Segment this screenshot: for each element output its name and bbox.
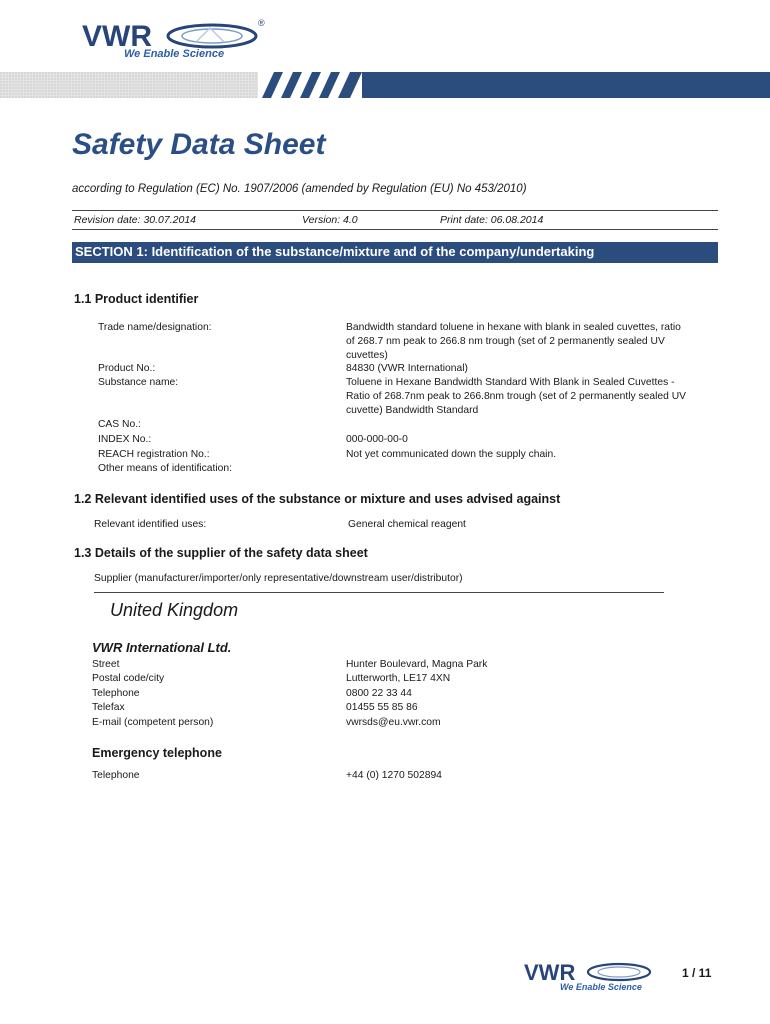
logo-registered-mark: ® [258,18,265,28]
page-number: 1 / 11 [682,966,712,980]
telefax-label: Telefax [92,702,125,713]
heading-1-3: 1.3 Details of the supplier of the safety data sheet [74,546,368,560]
header-stripe-graphic [0,72,770,98]
footer-logo-tagline: We Enable Science [560,982,642,992]
footer-logo-swoosh-icon [586,962,652,982]
section-1-title: SECTION 1: Identification of the substance/mixture and of the company/undertaking [75,244,595,259]
postal-value: Lutterworth, LE17 4XN [346,673,451,684]
product-no-label: Product No.: [98,363,156,374]
country: United Kingdom [110,600,239,620]
street-label: Street [92,659,120,670]
street-value: Hunter Boulevard, Magna Park [346,659,488,670]
substance-name-value [346,376,716,418]
index-no-value: 000-000-00-0 [346,434,408,445]
footer-logo-wordmark: VWR [524,960,576,985]
footer-logo [524,958,674,998]
page-title: Safety Data Sheet [72,128,326,161]
logo-swoosh-icon [166,22,258,50]
vwr-logo [82,18,282,62]
supplier-line: Supplier (manufacturer/importer/only representative/downstream user/distributor) [94,573,463,584]
trade-name-line: of 268.7 nm peak to 266.8 nm trough (set of 2 permanently sealed UV [346,336,665,347]
trade-name-label: Trade name/designation: [98,322,212,333]
email-value: vwrsds@eu.vwr.com [346,717,441,728]
emergency-heading: Emergency telephone [92,746,222,760]
uses-value: General chemical reagent [348,519,466,530]
revision-date: Revision date: 30.07.2014 [74,214,197,226]
regulation-line: according to Regulation (EC) No. 1907/2006 (amended by Regulation (EU) No 453/2010) [72,183,527,195]
emergency-telephone-value: +44 (0) 1270 502894 [346,770,442,781]
company-name: VWR International Ltd. [92,640,232,655]
postal-label: Postal code/city [92,673,165,684]
substance-name-line: Ratio of 268.7nm peak to 266.8nm trough (set of 2 permanently sealed UV [346,391,686,402]
other-means-label: Other means of identification: [98,463,232,474]
revision-top-rule [72,210,718,211]
telephone-value: 0800 22 33 44 [346,688,412,699]
section-1-banner [72,242,718,263]
trade-name-value [346,321,716,363]
uses-label: Relevant identified uses: [94,519,207,530]
cas-no-label: CAS No.: [98,419,141,430]
heading-1-2: 1.2 Relevant identified uses of the substance or mixture and uses advised against [74,492,561,506]
emergency-telephone-label: Telephone [92,770,140,781]
trade-name-line: cuvettes) [346,350,388,361]
substance-name-line: Toluene in Hexane Bandwidth Standard With Blank in Sealed Cuvettes - [346,377,675,388]
header-stripe-band [0,72,770,98]
substance-name-line: cuvette) Bandwidth Standard [346,405,479,416]
telefax-value: 01455 55 85 86 [346,702,418,713]
index-no-label: INDEX No.: [98,434,152,445]
supplier-rule [94,592,664,593]
substance-name-label: Substance name: [98,377,179,388]
revision-bottom-rule [72,229,718,230]
reach-value: Not yet communicated down the supply chain. [346,449,557,460]
email-label: E-mail (competent person) [92,717,214,728]
logo-tagline: We Enable Science [124,48,225,60]
trade-name-line: Bandwidth standard toluene in hexane with blank in sealed cuvettes, ratio [346,322,681,333]
product-no-value: 84830 (VWR International) [346,363,468,374]
reach-label: REACH registration No.: [98,449,210,460]
telephone-label: Telephone [92,688,140,699]
logo-wordmark: VWR [82,20,152,53]
version: Version: 4.0 [302,214,358,226]
print-date: Print date: 06.08.2014 [440,214,544,226]
heading-1-1: 1.1 Product identifier [74,292,199,306]
